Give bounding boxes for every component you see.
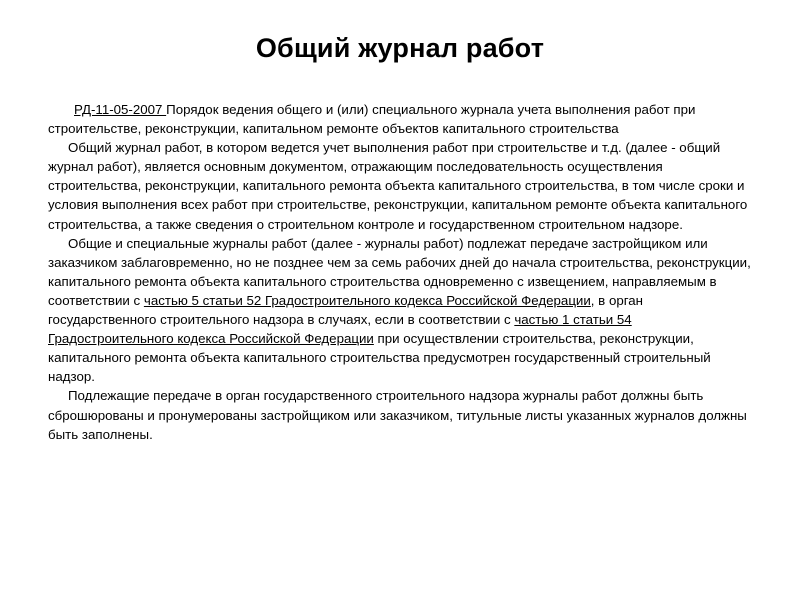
text-run: Общие и специальные журналы работ (далее - журналы работ) подлежат передаче застройщиком или заказчиком заблаговременно, но не позднее чем за семь рабочих дней до начала строительства, реконструкции, капитального ремонта объекта капитального строительства одновременно с извещением, направляемым в соответствии с bbox=[48, 235, 751, 308]
reference-link[interactable]: частью 5 статьи 52 Градостроительного кодекса Российской Федерации bbox=[143, 292, 591, 308]
paragraph-1 bbox=[48, 100, 754, 138]
page-title: Общий журнал работ bbox=[255, 33, 545, 63]
text-run: Подлежащие передаче в орган государственного строительного надзора журналы работ должны быть сброшюрованы и пронумерованы застройщиком или заказчиком, титульные листы указанных журналов должны быть заполнены. bbox=[48, 388, 747, 442]
slide-body bbox=[48, 100, 754, 444]
paragraph-4 bbox=[48, 386, 754, 443]
text-run: Общий журнал работ, в котором ведется учет выполнения работ при строительстве и т.д. (далее - общий журнал работ), является основным документом, отражающим последовательность осуществления строительства, реконструкции, капитального ремонта объекта капитального строительства, в том числе сроки и условия выполнения всех работ при строительстве, реконструкции, капитальном ремонте объекта капитального строительства, а также сведения о строительном контроле и государственном строительном надзоре. bbox=[48, 140, 748, 232]
text-run: при осуществлении строительства, реконструкции, капитального ремонта объекта капитального строительства предусмотрен государственный строительный надзор. bbox=[48, 331, 711, 385]
paragraph-3 bbox=[48, 234, 754, 387]
paragraph-2 bbox=[48, 138, 754, 233]
text-run: Порядок ведения общего и (или) специального журнала учета выполнения работ при строительстве, реконструкции, капитальном ремонте объектов капитального строительства bbox=[48, 102, 696, 137]
reference-link[interactable]: частью 1 статьи 54 Градостроительного кодекса Российской Федерации bbox=[48, 312, 632, 347]
text-run: , в орган государственного строительного надзора в случаях, если в соответствии с bbox=[48, 292, 644, 328]
reference-link[interactable]: РД-11-05-2007 bbox=[74, 102, 167, 117]
